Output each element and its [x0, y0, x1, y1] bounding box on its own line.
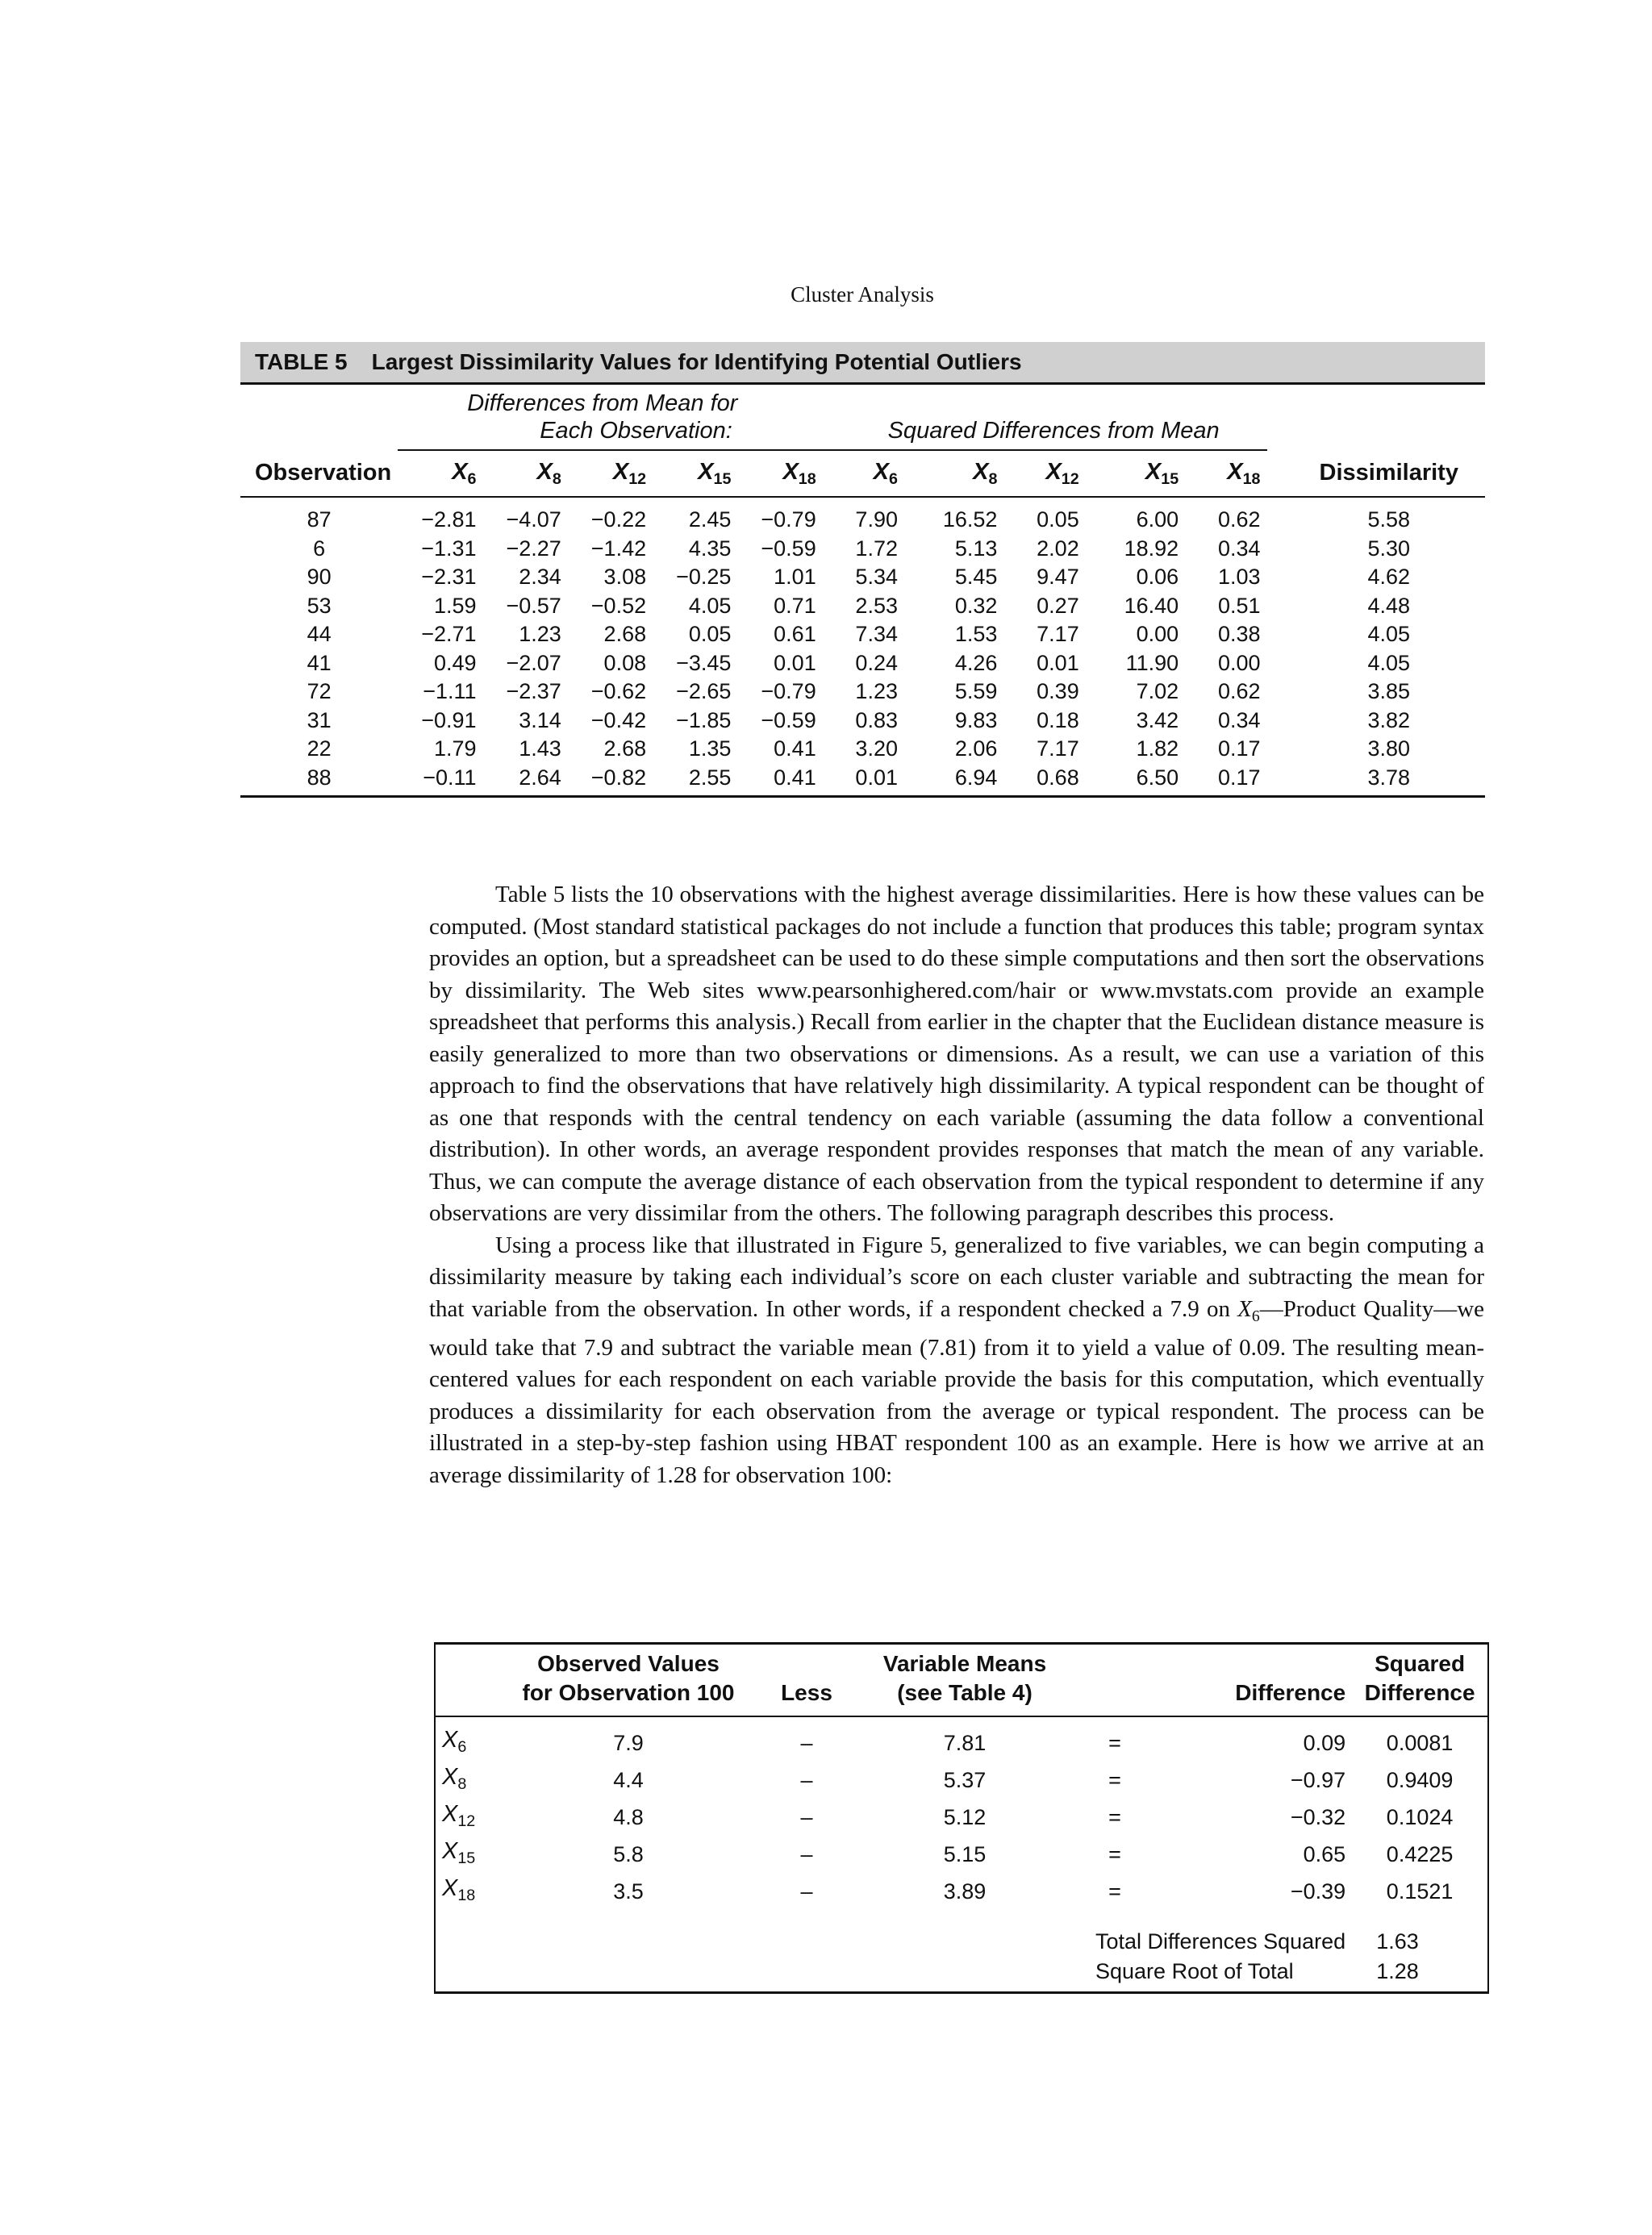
- cell-variable: $X_{12}$: [442, 1800, 476, 1830]
- cell-sq-x8: 0.32: [954, 593, 998, 618]
- cell-diff-x8: 1.43: [519, 736, 561, 761]
- cell-diff-x15: −2.65: [676, 679, 732, 703]
- sqrt-value: 1.28: [1376, 1958, 1419, 1983]
- cell-sq-x8: 4.26: [954, 650, 998, 675]
- table-5-group-header: [240, 390, 1485, 450]
- cell-dissimilarity: 3.80: [1367, 736, 1411, 761]
- cell-observation: 41: [307, 650, 332, 675]
- cell-difference: −0.97: [1290, 1768, 1346, 1793]
- cell-sq-x6: 1.72: [855, 536, 898, 561]
- running-head: [0, 282, 1652, 307]
- col-diff-x18: $X_{18}$: [737, 450, 822, 497]
- cell-mean: 3.89: [943, 1879, 987, 1904]
- cell-observation: 6: [313, 536, 326, 561]
- col-diff-x15: $X_{15}$: [653, 450, 737, 497]
- cell-sq-x6: 5.34: [855, 565, 898, 589]
- cell-mean: 5.37: [943, 1768, 987, 1793]
- cell-sq-x18: 0.34: [1217, 707, 1261, 732]
- table-row: [240, 497, 1485, 535]
- cell-sq-x8: 2.06: [954, 736, 998, 761]
- cell-diff-x6: 0.49: [433, 650, 477, 675]
- cell-sq-x15: 7.02: [1136, 679, 1179, 703]
- cell-observed: 3.5: [613, 1879, 644, 1904]
- cell-sq-x15: 0.06: [1136, 565, 1179, 589]
- cell-squared: 0.0081: [1386, 1731, 1454, 1756]
- observation-100-totals: [436, 1911, 1487, 1991]
- cell-observed: 7.9: [613, 1731, 644, 1756]
- cell-sq-x12: 9.47: [1037, 565, 1079, 589]
- cell-sq-x8: 6.94: [904, 764, 1003, 797]
- table-5-title: Largest Dissimilarity Values for Identifying Potential Outliers: [371, 349, 1022, 374]
- cell-diff-x12: 2.68: [603, 736, 647, 761]
- cell-observation: 90: [307, 565, 332, 589]
- cell-difference: −0.32: [1290, 1805, 1346, 1830]
- table-row: [436, 1874, 1487, 1911]
- cell-diff-x8: 2.64: [483, 764, 568, 797]
- cell-diff-x18: 0.41: [737, 764, 822, 797]
- cell-sq-x15: 1.82: [1136, 736, 1179, 761]
- cell-sq-x8: 16.52: [942, 507, 998, 532]
- cell-minus: –: [800, 1731, 813, 1756]
- cell-observation: 44: [307, 622, 332, 646]
- cell-minus: –: [800, 1879, 813, 1904]
- cell-diff-x15: 2.45: [688, 507, 732, 532]
- cell-sq-x6: 3.20: [855, 736, 898, 761]
- running-head-text: Cluster Analysis: [791, 282, 934, 306]
- cell-sq-x6: 2.53: [855, 593, 898, 618]
- cell-sq-x6: 0.24: [855, 650, 898, 675]
- cell-diff-x18: −0.79: [761, 507, 816, 532]
- col-diff-x6: $X_6$: [398, 450, 482, 497]
- cell-sq-x12: 0.68: [1003, 764, 1085, 797]
- cell-mean: 5.15: [943, 1842, 987, 1867]
- col-dissimilarity: Dissimilarity: [1267, 450, 1486, 497]
- cell-diff-x18: 0.71: [774, 593, 816, 618]
- sqrt-row: [436, 1957, 1487, 1991]
- cell-observation: 31: [307, 707, 332, 732]
- cell-observed: 5.8: [613, 1842, 644, 1867]
- cell-diff-x12: 2.68: [603, 622, 647, 646]
- col-diff-x8: $X_8$: [483, 450, 568, 497]
- cell-difference: 0.09: [1303, 1731, 1346, 1756]
- cell-diff-x12: 0.08: [603, 650, 647, 675]
- cell-dissimilarity: 4.62: [1367, 565, 1411, 589]
- col-squared-difference: Squared Difference: [1352, 1645, 1487, 1716]
- cell-dissimilarity: 5.30: [1367, 536, 1411, 561]
- cell-diff-x12: −0.52: [590, 593, 647, 618]
- cell-variable: $X_{15}$: [442, 1837, 476, 1867]
- cell-diff-x12: −0.62: [590, 679, 647, 703]
- group-header-differences-line2: Each Observation:: [540, 418, 732, 444]
- cell-dissimilarity: 4.05: [1367, 622, 1411, 646]
- group-header-squared-text: Squared Differences from Mean: [887, 418, 1220, 444]
- cell-sq-x15: 0.00: [1136, 622, 1179, 646]
- cell-diff-x18: 0.01: [774, 650, 816, 675]
- table-row: [436, 1799, 1487, 1837]
- cell-diff-x6: 1.59: [433, 593, 477, 618]
- cell-difference: −0.39: [1290, 1879, 1346, 1904]
- cell-sq-x6: 7.90: [855, 507, 898, 532]
- table-row: [436, 1762, 1487, 1799]
- cell-sq-x12: 0.39: [1037, 679, 1079, 703]
- cell-sq-x18: 0.17: [1185, 764, 1266, 797]
- cell-minus: –: [800, 1768, 813, 1793]
- group-header-differences: [398, 390, 823, 450]
- cell-diff-x15: 2.55: [653, 764, 737, 797]
- cell-diff-x6: −2.71: [421, 622, 477, 646]
- col-sq-x15: $X_{15}$: [1086, 450, 1185, 497]
- cell-sq-x18: 0.51: [1217, 593, 1261, 618]
- cell-observation: 88: [240, 764, 398, 797]
- cell-diff-x8: −0.57: [506, 593, 561, 618]
- cell-observation: 72: [307, 679, 332, 703]
- cell-diff-x18: −0.59: [761, 536, 816, 561]
- cell-minus: –: [800, 1805, 813, 1830]
- cell-diff-x18: 0.61: [774, 622, 816, 646]
- table-row: [240, 620, 1485, 649]
- cell-diff-x6: −2.81: [421, 507, 477, 532]
- cell-diff-x6: −1.11: [423, 679, 477, 703]
- cell-sq-x8: 1.53: [954, 622, 998, 646]
- cell-sq-x12: 2.02: [1037, 536, 1079, 561]
- observation-100-body: [436, 1716, 1487, 1911]
- paragraph-2: Using a process like that illustrated in Figure 5, generalized to five variables, we can begin computing a dissimilarity measure by taking each individual’s score on each cluster variable and subtracting the mean for that variable from the observation. In other words, if a respondent checked a 7.9 on $X_6—Product$ Quality—we would take that 7.9 and subtract the variable mean (7.81) from it to yield a value of 0.09. The resulting mean-centered values for each respondent on each variable provide the basis for this computation, which eventually produces a dissimilarity for each observation from the average or typical respondent. The process can be illustrated in a step-by-step fashion using HBAT respondent 100 as an example. Here is how we arrive at an average dissimilarity of 1.28 for observation 100:: [429, 1232, 1485, 1488]
- paragraph-1: Table 5 lists the 10 observations with the highest average dissimilarities. Here is how these values can be computed. (Most standard statistical packages do not include a function that produces this table; program syntax provides an option, but a spreadsheet can be used to do these simple computations and then sort the observations by dissimilarity. The Web sites www.pearsonhighered.com/hair or www.mvstats.com provide an example spreadsheet that performs this analysis.) Recall from earlier in the chapter that the Euclidean distance measure is easily generalized to more than two observations or dimensions. As a result, we can use a variation of this approach to find the observations that have relatively high dissimilarity. A typical respondent can be thought of as one that responds with the central tendency on each variable (assuming the data follow a conventional distribution). In other words, an average respondent provides responses that match the mean of any variable. Thus, we can compute the average distance of each observation from the typical respondent to determine if any observations are very dissimilar from the others. The following paragraph describes this process.: [429, 882, 1484, 1226]
- cell-sq-x12: 0.01: [1037, 650, 1079, 675]
- observation-100-grid: [436, 1645, 1487, 1991]
- cell-diff-x8: 2.34: [519, 565, 561, 589]
- col-sq-x18: $X_{18}$: [1185, 450, 1266, 497]
- table-row: [240, 592, 1485, 621]
- col-observed-values: Observed Values for Observation 100: [505, 1645, 752, 1716]
- cell-sq-x12: 7.17: [1037, 622, 1079, 646]
- cell-equals: =: [1108, 1768, 1121, 1793]
- cell-variable: $X_6$: [442, 1727, 467, 1756]
- table-5-grid: [240, 390, 1485, 798]
- col-difference: Difference: [1162, 1645, 1352, 1716]
- body-text: [429, 879, 1484, 1491]
- cell-sq-x15: 3.42: [1136, 707, 1179, 732]
- cell-observed: 4.4: [613, 1768, 644, 1793]
- cell-observation: 87: [307, 507, 332, 532]
- col-variable-means: Variable Means (see Table 4): [861, 1645, 1068, 1716]
- cell-sq-x18: 0.38: [1217, 622, 1261, 646]
- cell-diff-x12: −0.22: [590, 507, 647, 532]
- cell-sq-x18: 0.17: [1217, 736, 1261, 761]
- col-less: Less: [752, 1645, 861, 1716]
- col-diff-x12: $X_{12}$: [568, 450, 653, 497]
- cell-diff-x18: 0.41: [774, 736, 816, 761]
- cell-diff-x15: 0.05: [688, 622, 732, 646]
- cell-dissimilarity: 3.82: [1367, 707, 1411, 732]
- col-observation: Observation: [240, 450, 398, 497]
- cell-mean: 7.81: [943, 1731, 987, 1756]
- cell-diff-x12: −1.42: [590, 536, 647, 561]
- cell-sq-x8: 5.45: [954, 565, 998, 589]
- cell-diff-x18: −0.59: [761, 707, 816, 732]
- cell-sq-x15: 18.92: [1124, 536, 1179, 561]
- cell-dissimilarity: 5.58: [1367, 507, 1411, 532]
- table-5-title-bar: [240, 342, 1485, 385]
- cell-diff-x12: 3.08: [603, 565, 647, 589]
- cell-sq-x6: 0.83: [855, 707, 898, 732]
- cell-dissimilarity: 4.48: [1367, 593, 1411, 618]
- cell-variable: $X_{18}$: [442, 1874, 476, 1904]
- cell-diff-x15: 1.35: [688, 736, 732, 761]
- cell-variable: $X_8$: [442, 1763, 467, 1793]
- cell-dissimilarity: 4.05: [1367, 650, 1411, 675]
- cell-squared: 0.4225: [1386, 1842, 1454, 1867]
- cell-equals: =: [1108, 1879, 1121, 1904]
- table-row: [240, 535, 1485, 564]
- table-row: [240, 649, 1485, 678]
- table-row: [436, 1837, 1487, 1874]
- table-5: [240, 342, 1485, 798]
- cell-sq-x12: 7.17: [1037, 736, 1079, 761]
- cell-diff-x8: 1.23: [519, 622, 561, 646]
- cell-diff-x8: −2.07: [506, 650, 561, 675]
- cell-diff-x15: −0.25: [676, 565, 732, 589]
- total-row: [436, 1911, 1487, 1957]
- table-5-label: TABLE 5: [255, 349, 348, 374]
- cell-sq-x15: 11.90: [1125, 650, 1179, 675]
- cell-diff-x8: −4.07: [506, 507, 561, 532]
- table-row: [240, 678, 1485, 707]
- cell-diff-x15: −3.45: [676, 650, 732, 675]
- table-observation-100: [434, 1642, 1489, 1994]
- cell-equals: =: [1108, 1842, 1121, 1867]
- cell-equals: =: [1108, 1805, 1121, 1830]
- cell-diff-x15: 4.05: [688, 593, 732, 618]
- table-row: [240, 764, 1485, 797]
- cell-sq-x18: 0.62: [1217, 679, 1261, 703]
- table-row: [240, 735, 1485, 764]
- col-sq-x12: $X_{12}$: [1003, 450, 1085, 497]
- cell-diff-x6: −1.31: [421, 536, 477, 561]
- col-sq-x6: $X_6$: [823, 450, 904, 497]
- cell-sq-x15: 6.50: [1086, 764, 1185, 797]
- cell-diff-x18: −0.79: [761, 679, 816, 703]
- cell-diff-x8: −2.27: [506, 536, 561, 561]
- cell-observed: 4.8: [613, 1805, 644, 1830]
- sqrt-label: Square Root of Total: [1095, 1958, 1294, 1983]
- cell-squared: 0.1521: [1386, 1879, 1454, 1904]
- cell-diff-x6: −2.31: [421, 565, 477, 589]
- table-row: [240, 707, 1485, 736]
- cell-sq-x8: 5.13: [954, 536, 998, 561]
- cell-mean: 5.12: [943, 1805, 987, 1830]
- cell-observation: 22: [307, 736, 332, 761]
- cell-squared: 0.1024: [1386, 1805, 1454, 1830]
- cell-diff-x18: 1.01: [774, 565, 816, 589]
- cell-difference: 0.65: [1303, 1842, 1346, 1867]
- cell-diff-x6: −0.11: [398, 764, 482, 797]
- cell-squared: 0.9409: [1386, 1768, 1454, 1793]
- cell-diff-x8: −2.37: [506, 679, 561, 703]
- cell-diff-x6: 1.79: [433, 736, 477, 761]
- table-row: [436, 1716, 1487, 1762]
- total-value: 1.63: [1376, 1929, 1419, 1954]
- table-5-column-header: [240, 450, 1485, 497]
- table-5-body: [240, 497, 1485, 797]
- total-label: Total Differences Squared: [1095, 1929, 1346, 1954]
- cell-equals: =: [1108, 1731, 1121, 1756]
- cell-diff-x6: −0.91: [421, 707, 477, 732]
- cell-sq-x12: 0.27: [1037, 593, 1079, 618]
- cell-sq-x6: 7.34: [855, 622, 898, 646]
- cell-dissimilarity: 3.78: [1267, 764, 1486, 797]
- cell-sq-x12: 0.05: [1037, 507, 1079, 532]
- cell-sq-x18: 0.62: [1217, 507, 1261, 532]
- group-header-squared: [823, 390, 1267, 450]
- col-sq-x8: $X_8$: [904, 450, 1003, 497]
- cell-sq-x6: 0.01: [823, 764, 904, 797]
- table-row: [240, 563, 1485, 592]
- cell-sq-x12: 0.18: [1037, 707, 1079, 732]
- cell-diff-x12: −0.82: [568, 764, 653, 797]
- cell-dissimilarity: 3.85: [1367, 679, 1411, 703]
- cell-diff-x15: −1.85: [676, 707, 732, 732]
- cell-sq-x18: 0.00: [1217, 650, 1261, 675]
- cell-sq-x8: 5.59: [954, 679, 998, 703]
- cell-observation: 53: [307, 593, 332, 618]
- cell-diff-x15: 4.35: [688, 536, 732, 561]
- cell-sq-x15: 16.40: [1124, 593, 1179, 618]
- cell-sq-x18: 1.03: [1217, 565, 1261, 589]
- observation-100-header: [436, 1645, 1487, 1716]
- cell-sq-x15: 6.00: [1136, 507, 1179, 532]
- cell-sq-x8: 9.83: [954, 707, 998, 732]
- cell-sq-x6: 1.23: [855, 679, 898, 703]
- group-header-differences-line1: Differences from Mean for: [467, 390, 738, 416]
- cell-diff-x12: −0.42: [590, 707, 647, 732]
- cell-diff-x8: 3.14: [519, 707, 561, 732]
- cell-sq-x18: 0.34: [1217, 536, 1261, 561]
- cell-minus: –: [800, 1842, 813, 1867]
